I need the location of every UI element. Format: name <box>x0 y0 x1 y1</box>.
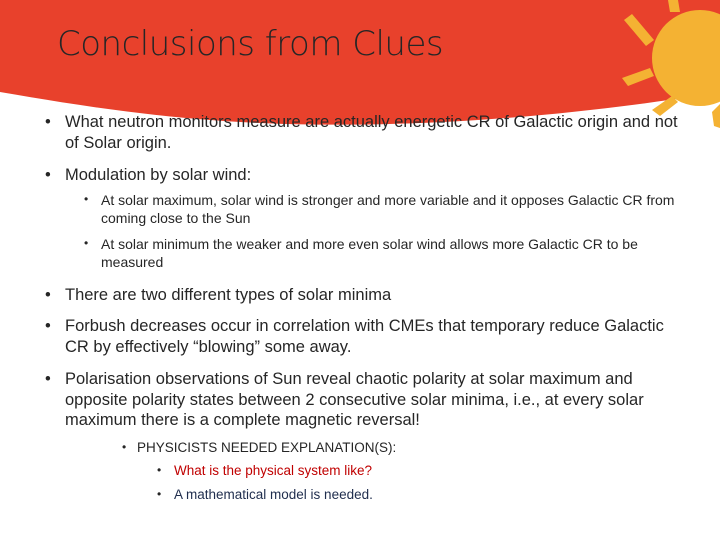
bullet-modulation: • Modulation by solar wind: <box>65 165 690 186</box>
answer-mathematical-model: • A mathematical model is needed. <box>174 487 373 504</box>
slide-title: Conclusions from Clues <box>57 24 444 64</box>
bullet-polarisation: • Polarisation observations of Sun reveal chaotic polarity at solar maximum and opposite polarity states between 2 consecutive solar minima, i.e., at every solar maximum there is a complete magnetic reversal! <box>65 369 690 431</box>
subbullet-physicists: • PHYSICISTS NEEDED EXPLANATION(S): <box>137 440 396 457</box>
bullet-forbush: • Forbush decreases occur in correlation with CMEs that temporary reduce Galactic CR by effectively “blowing” some away. <box>65 316 690 357</box>
question-physical-system: • What is the physical system like? <box>174 463 372 480</box>
bullet-neutron-monitors: • What neutron monitors measure are actually energetic CR of Galactic origin and not of Solar origin. <box>65 112 690 153</box>
subbullet-solar-minimum: • At solar minimum the weaker and more even solar wind allows more Galactic CR to be measured <box>101 236 691 271</box>
bullet-solar-minima: • There are two different types of solar minima <box>65 285 690 306</box>
subbullet-solar-maximum: • At solar maximum, solar wind is stronger and more variable and it opposes Galactic CR from coming close to the Sun <box>101 192 691 227</box>
